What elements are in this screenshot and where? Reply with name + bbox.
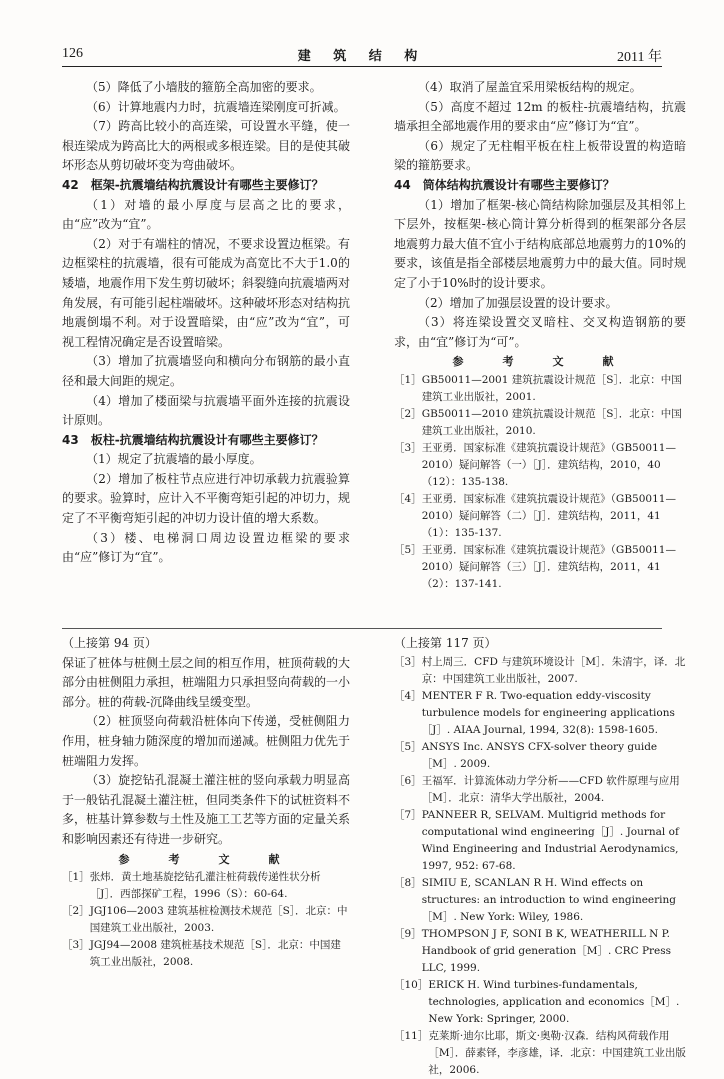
reference-number: ［4］ — [394, 689, 422, 702]
paragraph: （1）规定了抗震墙的最小厚度。 — [86, 452, 262, 467]
top-right-column — [394, 78, 686, 593]
page-number: 126 — [62, 46, 83, 61]
references-heading: 参 考 文 献 — [118, 852, 294, 866]
reference-text: MENTER F R. Two-equation eddy-viscosity turbulence models for engineering applications［J］. AIAA Journal, 1994, 32(8): 1598-1605. — [421, 689, 675, 736]
paragraph: （2）增加了加强层设置的设计要求。 — [418, 295, 618, 310]
reference-item — [394, 739, 686, 773]
bottom-left-column — [62, 634, 350, 971]
section-heading: 43 板柱-抗震墙结构抗震设计有哪些主要修订？ — [62, 432, 324, 447]
paragraph: （3）楼、电梯洞口周边设置边框梁的要求由“应”修订为“宜”。 — [62, 530, 350, 565]
reference-number: ［2］ — [394, 407, 422, 420]
paragraph: （2）桩顶竖向荷载沿桩体向下传递，受桩侧阻力作用，桩身轴力随深度的增加而递减。桩侧阻力优先于桩端阻力发挥。 — [62, 714, 351, 768]
paragraph: （5）高度不超过 12m 的板柱-抗震墙结构，抗震墙承担全部地震作用的要求由“应”修订为“宜”。 — [394, 99, 686, 134]
journal-title: 建 筑 结 构 — [297, 49, 427, 64]
reference-item — [394, 688, 686, 739]
reference-text: GB50011—2001 建筑抗震设计规范［S］．北京：中国建筑工业出版社，2001. — [421, 373, 682, 403]
continued-from-note: （上接第 117 页） — [394, 636, 497, 650]
reference-item — [394, 440, 686, 491]
reference-text: ANSYS Inc. ANSYS CFX-solver theory guide［M］. 2009. — [421, 740, 658, 770]
reference-text: 王亚勇．国家标准《建筑抗震设计规范》（GB50011—2010）疑问解答（三）［J］．建筑结构，2011，41（2）：137-141. — [421, 543, 676, 590]
paragraph: （1）对墙的最小厚度与层高之比的要求，由“应”改为“宜”。 — [62, 197, 350, 232]
reference-number: ［6］ — [394, 774, 422, 787]
reference-text: ERICK H. Wind turbines-fundamentals, technologies, application and economics［M］. New York: Springer, 2000. — [428, 978, 680, 1025]
reference-item — [394, 406, 686, 440]
paragraph: （3）增加了抗震墙竖向和横向分布钢筋的最小直径和最大间距的规定。 — [62, 354, 350, 388]
reference-text: THOMPSON J F, SONI B K, WEATHERILL N P. Handbook of grid generation［M］. CRC Press LLC, 1999. — [421, 927, 672, 974]
reference-number: ［4］ — [394, 492, 422, 505]
reference-item — [62, 937, 350, 971]
bottom-right-column — [394, 634, 686, 1079]
section-heading: 42 框架-抗震墙结构抗震设计有哪些主要修订？ — [62, 177, 324, 192]
paragraph: （6）规定了无柱帽平板在柱上板带设置的构造暗梁的箍筋要求。 — [394, 138, 686, 173]
reference-item — [394, 491, 686, 542]
reference-item — [394, 372, 686, 406]
reference-number: ［5］ — [394, 543, 422, 556]
reference-item — [394, 807, 686, 875]
paragraph: （3）将连梁设置交叉暗柱、交叉构造钢筋的要求，由“宜”修订为“可”。 — [394, 315, 686, 349]
reference-text: SIMIU E, SCANLAN R H. Wind effects on structures: an introduction to wind engineering［M］. New York: Wiley, 1986. — [421, 876, 676, 923]
reference-number: ［9］ — [394, 927, 422, 940]
paragraph: （6）计算地震内力时，抗震墙连梁刚度可折减。 — [86, 99, 346, 114]
reference-number: ［11］ — [394, 1029, 429, 1042]
reference-number: ［1］ — [62, 871, 90, 884]
reference-text: 王亚勇．国家标准《建筑抗震设计规范》（GB50011—2010）疑问解答（二）［J］．建筑结构，2011，41（1）：135-137. — [421, 492, 676, 539]
reference-item — [62, 903, 350, 937]
reference-number: ［3］ — [394, 441, 422, 454]
reference-item — [394, 773, 686, 807]
reference-text: JGJ94—2008 建筑桩基技术规范［S］．北京：中国建筑工业出版社，2008. — [89, 939, 341, 969]
reference-item — [394, 542, 686, 593]
reference-text: 张炜．黄土地基旋挖钻孔灌注桩荷载传递性状分析［J］．西部探矿工程，1996（S）：60-64. — [89, 871, 321, 901]
reference-number: ［7］ — [394, 808, 422, 821]
reference-item — [394, 977, 686, 1028]
reference-number: ［1］ — [394, 373, 422, 386]
paragraph: （2）增加了板柱节点应进行冲切承载力抗震验算的要求。验算时，应计入不平衡弯矩引起的冲切力，规定了不平衡弯矩引起的冲切力设计值的增大系数。 — [62, 471, 351, 526]
paragraph: （1）增加了框架-核心筒结构除加强层及其相邻上下层外，按框架-核心筒计算分析得到的框架部分各层地震剪力最大值不宜小于结构底部总地震剪力的10%的要求，该值是指全部楼层地震剪力中的最大值。同时规定了小于10%时的设计要求。 — [394, 197, 686, 290]
reference-item — [62, 869, 350, 903]
reference-number: ［10］ — [394, 978, 429, 991]
reference-item — [394, 875, 686, 926]
reference-text: 王福军．计算流体动力学分析——CFD 软件原理与应用［M］．北京：清华大学出版社，2004. — [421, 774, 680, 804]
reference-number: ［8］ — [394, 876, 422, 889]
reference-text: GB50011—2010 建筑抗震设计规范［S］．北京：中国建筑工业出版社，2010. — [421, 407, 682, 437]
reference-number: ［3］ — [62, 939, 90, 952]
reference-number: ［3］ — [394, 655, 422, 668]
paragraph: （5）降低了小墙肢的箍筋全高加密的要求。 — [86, 80, 322, 94]
reference-item — [394, 926, 686, 977]
paragraph: （2）对于有端柱的情况，不要求设置边框梁。有边框梁柱的抗震墙，很有可能成为高宽比不大于1.0的矮墙，地震作用下发生剪切破坏；斜裂缝向抗震墙两对角发展，有可能引起柱端破坏。这种破坏形态对结构抗地震倒塌不利。对于设置暗梁，由“应”改为“宜”，可视工程情况确定是否设置暗梁。 — [62, 236, 351, 349]
reference-text: 克莱斯·迪尔比耶，斯文·奥勒·汉森．结构风荷载作用［M］．薛素铎，李彦雄，译．北京：中国建筑工业出版社，2006. — [428, 1029, 686, 1076]
section-divider — [62, 628, 662, 629]
paragraph: 保证了桩体与桩侧土层之间的相互作用，桩顶荷载的大部分由桩侧阻力承担，桩端阻力只承担竖向荷载的一小部分。桩的荷载-沉降曲线呈缓变型。 — [62, 655, 351, 709]
paragraph: （7）跨高比较小的高连梁，可设置水平缝，使一根连梁成为跨高比大的两根或多根连梁。目的是使其破坏形态从剪切破坏变为弯曲破坏。 — [62, 119, 351, 173]
paragraph: （4）取消了屋盖宜采用梁板结构的规定。 — [418, 80, 642, 94]
reference-text: 王亚勇．国家标准《建筑抗震设计规范》（GB50011—2010）疑问解答（一）［J］．建筑结构，2010，40（12）：135-138. — [421, 441, 676, 488]
reference-item — [394, 1028, 686, 1079]
top-left-column — [62, 78, 350, 568]
journal-year: 2011 年 — [617, 50, 662, 65]
references-heading: 参 考 文 献 — [452, 355, 628, 369]
section-heading: 44 筒体结构抗震设计有哪些主要修订？ — [394, 177, 615, 192]
paragraph: （4）增加了楼面梁与抗震墙平面外连接的抗震设计原则。 — [62, 393, 350, 428]
reference-text: JGJ106—2003 建筑基桩检测技术规范［S］．北京：中国建筑工业出版社，2003. — [89, 905, 348, 935]
reference-text: PANNEER R, SELVAM. Multigrid methods for computational wind engineering［J］. Journal of Wind Engineering and Industrial Aerodynamics, 1997, 952: 67-68. — [421, 808, 679, 872]
continued-from-note: （上接第 94 页） — [62, 636, 157, 650]
reference-number: ［5］ — [394, 740, 422, 753]
reference-text: 村上周三．CFD 与建筑环境设计［M］．朱清宇，译．北京：中国建筑工业出版社，2007. — [421, 655, 686, 685]
reference-number: ［2］ — [62, 905, 90, 918]
reference-item — [394, 654, 686, 688]
page-header — [62, 44, 662, 67]
paragraph: （3）旋挖钻孔混凝土灌注桩的竖向承载力明显高于一般钻孔混凝土灌注桩，但同类条件下的试桩资料不多，桩基计算参数与土性及施工工艺等方面的定量关系和影响因素还有待进一步研究。 — [62, 773, 351, 846]
